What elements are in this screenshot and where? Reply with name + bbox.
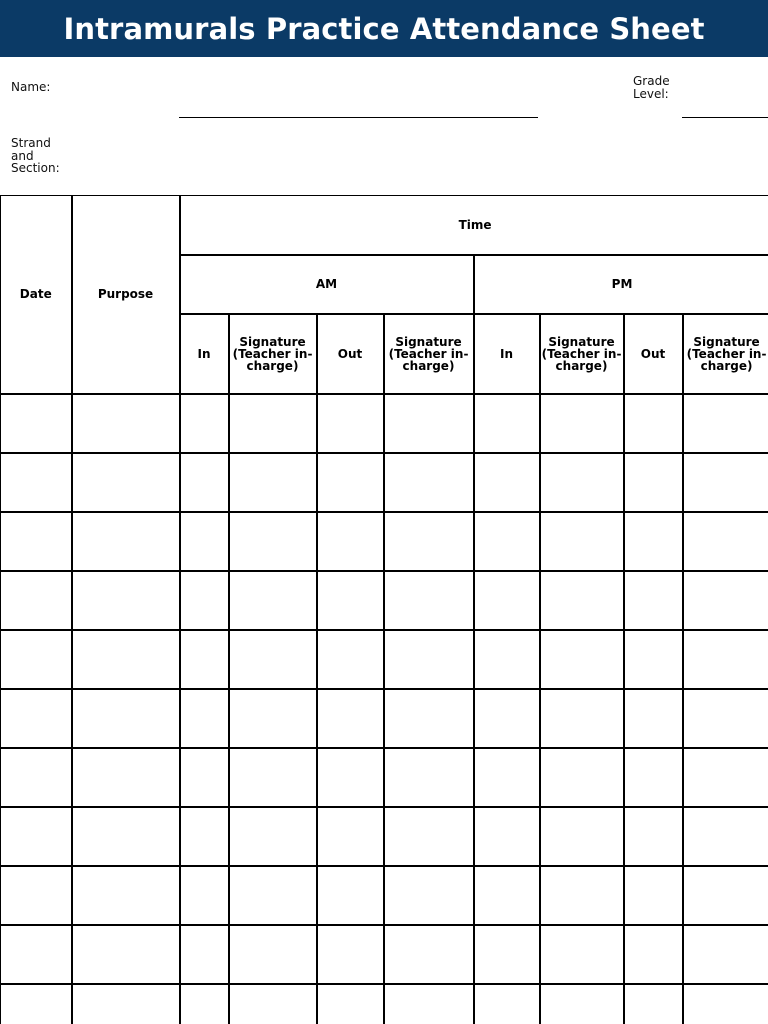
purpose-cell[interactable] bbox=[72, 748, 180, 807]
pm-in-signature-cell[interactable] bbox=[540, 394, 624, 453]
purpose-cell[interactable] bbox=[72, 394, 180, 453]
am-in-cell[interactable] bbox=[180, 984, 229, 1024]
pm-out-signature-cell[interactable] bbox=[683, 748, 768, 807]
pm-in-signature-cell[interactable] bbox=[540, 630, 624, 689]
am-out-cell[interactable] bbox=[317, 571, 384, 630]
pm-out-cell[interactable] bbox=[624, 630, 683, 689]
am-out-cell[interactable] bbox=[317, 453, 384, 512]
date-cell[interactable] bbox=[1, 984, 72, 1024]
am-out-cell[interactable] bbox=[317, 866, 384, 925]
purpose-cell[interactable] bbox=[72, 984, 180, 1024]
am-out-cell[interactable] bbox=[317, 512, 384, 571]
header-row-time bbox=[1, 196, 768, 255]
am-in-signature-cell[interactable] bbox=[229, 748, 317, 807]
grade-level-field[interactable] bbox=[682, 117, 768, 118]
pm-out-cell[interactable] bbox=[624, 866, 683, 925]
grade-level-label bbox=[633, 75, 677, 100]
pm-out-signature-cell[interactable] bbox=[683, 630, 768, 689]
time-header: Time bbox=[180, 196, 768, 255]
pm-in-cell[interactable] bbox=[474, 512, 540, 571]
am-in-cell[interactable] bbox=[180, 689, 229, 748]
pm-out-signature-cell[interactable] bbox=[683, 394, 768, 453]
am-out-header: Out bbox=[317, 314, 384, 394]
pm-out-signature-cell[interactable] bbox=[683, 571, 768, 630]
pm-out-signature-cell[interactable] bbox=[683, 984, 768, 1024]
am-out-signature-cell[interactable] bbox=[384, 571, 474, 630]
table-row bbox=[1, 984, 768, 1024]
am-in-cell[interactable] bbox=[180, 748, 229, 807]
pm-in-cell[interactable] bbox=[474, 866, 540, 925]
pm-in-cell[interactable] bbox=[474, 394, 540, 453]
table-row bbox=[1, 512, 768, 571]
am-out-cell[interactable] bbox=[317, 807, 384, 866]
table-row bbox=[1, 866, 768, 925]
am-out-cell[interactable] bbox=[317, 984, 384, 1024]
table-row bbox=[1, 630, 768, 689]
date-cell[interactable] bbox=[1, 866, 72, 925]
am-out-signature-cell[interactable] bbox=[384, 689, 474, 748]
pm-in-signature-cell[interactable] bbox=[540, 512, 624, 571]
pm-out-cell[interactable] bbox=[624, 925, 683, 984]
pm-out-signature-header: Signature (Teacher in-charge) bbox=[683, 314, 768, 394]
pm-out-cell[interactable] bbox=[624, 512, 683, 571]
am-out-signature-header: Signature (Teacher in-charge) bbox=[384, 314, 474, 394]
am-in-cell[interactable] bbox=[180, 925, 229, 984]
pm-out-cell[interactable] bbox=[624, 807, 683, 866]
am-in-cell[interactable] bbox=[180, 807, 229, 866]
pm-out-cell[interactable] bbox=[624, 453, 683, 512]
am-in-cell[interactable] bbox=[180, 866, 229, 925]
pm-in-cell[interactable] bbox=[474, 748, 540, 807]
am-in-signature-cell[interactable] bbox=[229, 630, 317, 689]
pm-out-signature-cell[interactable] bbox=[683, 689, 768, 748]
am-in-signature-cell[interactable] bbox=[229, 689, 317, 748]
pm-in-cell[interactable] bbox=[474, 453, 540, 512]
pm-in-cell[interactable] bbox=[474, 630, 540, 689]
pm-in-signature-cell[interactable] bbox=[540, 453, 624, 512]
pm-in-signature-cell[interactable] bbox=[540, 748, 624, 807]
pm-in-cell[interactable] bbox=[474, 925, 540, 984]
purpose-cell[interactable] bbox=[72, 689, 180, 748]
name-label: Name: bbox=[11, 80, 51, 94]
pm-in-signature-cell[interactable] bbox=[540, 925, 624, 984]
date-cell[interactable] bbox=[1, 630, 72, 689]
pm-out-cell[interactable] bbox=[624, 571, 683, 630]
table-row bbox=[1, 925, 768, 984]
table-row bbox=[1, 748, 768, 807]
table-row bbox=[1, 807, 768, 866]
am-in-cell[interactable] bbox=[180, 512, 229, 571]
purpose-cell[interactable] bbox=[72, 630, 180, 689]
am-out-signature-cell[interactable] bbox=[384, 453, 474, 512]
pm-out-signature-cell[interactable] bbox=[683, 925, 768, 984]
am-out-signature-cell[interactable] bbox=[384, 984, 474, 1024]
am-in-cell[interactable] bbox=[180, 630, 229, 689]
strand-section-label-text: Strand and Section: bbox=[11, 136, 60, 175]
pm-header: PM bbox=[474, 255, 768, 314]
am-out-signature-cell[interactable] bbox=[384, 807, 474, 866]
date-cell[interactable] bbox=[1, 689, 72, 748]
date-header: Date bbox=[1, 196, 72, 394]
attendance-table bbox=[0, 195, 768, 1024]
am-in-signature-cell[interactable] bbox=[229, 571, 317, 630]
pm-in-cell[interactable] bbox=[474, 571, 540, 630]
pm-out-cell[interactable] bbox=[624, 984, 683, 1024]
pm-in-cell[interactable] bbox=[474, 807, 540, 866]
table-row bbox=[1, 453, 768, 512]
table-row bbox=[1, 394, 768, 453]
purpose-cell[interactable] bbox=[72, 512, 180, 571]
pm-out-signature-cell[interactable] bbox=[683, 512, 768, 571]
date-cell[interactable] bbox=[1, 512, 72, 571]
purpose-cell[interactable] bbox=[72, 925, 180, 984]
am-in-signature-cell[interactable] bbox=[229, 394, 317, 453]
name-field[interactable] bbox=[179, 117, 538, 118]
date-cell[interactable] bbox=[1, 571, 72, 630]
purpose-cell[interactable] bbox=[72, 571, 180, 630]
am-in-signature-header: Signature (Teacher in-charge) bbox=[229, 314, 317, 394]
purpose-header: Purpose bbox=[72, 196, 180, 394]
am-in-signature-cell[interactable] bbox=[229, 807, 317, 866]
purpose-cell[interactable] bbox=[72, 866, 180, 925]
purpose-cell[interactable] bbox=[72, 453, 180, 512]
page-title: Intramurals Practice Attendance Sheet bbox=[63, 11, 705, 46]
am-in-header: In bbox=[180, 314, 229, 394]
attendance-rows bbox=[1, 394, 768, 1024]
strand-section-label bbox=[11, 137, 63, 175]
am-in-cell[interactable] bbox=[180, 453, 229, 512]
pm-out-cell[interactable] bbox=[624, 689, 683, 748]
am-out-cell[interactable] bbox=[317, 748, 384, 807]
pm-in-signature-header: Signature (Teacher in-charge) bbox=[540, 314, 624, 394]
table-row bbox=[1, 571, 768, 630]
date-cell[interactable] bbox=[1, 925, 72, 984]
pm-in-cell[interactable] bbox=[474, 689, 540, 748]
am-in-signature-cell[interactable] bbox=[229, 512, 317, 571]
date-cell[interactable] bbox=[1, 748, 72, 807]
pm-in-header: In bbox=[474, 314, 540, 394]
pm-out-cell[interactable] bbox=[624, 394, 683, 453]
am-out-signature-cell[interactable] bbox=[384, 394, 474, 453]
pm-in-signature-cell[interactable] bbox=[540, 689, 624, 748]
pm-out-cell[interactable] bbox=[624, 748, 683, 807]
am-out-signature-cell[interactable] bbox=[384, 512, 474, 571]
date-cell[interactable] bbox=[1, 394, 72, 453]
pm-out-signature-cell[interactable] bbox=[683, 866, 768, 925]
am-in-signature-cell[interactable] bbox=[229, 984, 317, 1024]
am-out-cell[interactable] bbox=[317, 394, 384, 453]
pm-in-signature-cell[interactable] bbox=[540, 571, 624, 630]
grade-level-label-text: Grade Level: bbox=[633, 74, 670, 101]
pm-in-signature-cell[interactable] bbox=[540, 807, 624, 866]
pm-out-signature-cell[interactable] bbox=[683, 453, 768, 512]
am-out-signature-cell[interactable] bbox=[384, 748, 474, 807]
pm-in-cell[interactable] bbox=[474, 984, 540, 1024]
purpose-cell[interactable] bbox=[72, 807, 180, 866]
am-out-cell[interactable] bbox=[317, 925, 384, 984]
am-out-signature-cell[interactable] bbox=[384, 630, 474, 689]
am-header: AM bbox=[180, 255, 474, 314]
pm-out-header: Out bbox=[624, 314, 683, 394]
am-out-cell[interactable] bbox=[317, 689, 384, 748]
pm-out-signature-cell[interactable] bbox=[683, 807, 768, 866]
pm-in-signature-cell[interactable] bbox=[540, 866, 624, 925]
date-cell[interactable] bbox=[1, 807, 72, 866]
date-cell[interactable] bbox=[1, 453, 72, 512]
am-in-cell[interactable] bbox=[180, 571, 229, 630]
am-out-signature-cell[interactable] bbox=[384, 925, 474, 984]
title-banner bbox=[0, 0, 768, 57]
table-row bbox=[1, 689, 768, 748]
pm-in-signature-cell[interactable] bbox=[540, 984, 624, 1024]
am-in-cell[interactable] bbox=[180, 394, 229, 453]
am-out-signature-cell[interactable] bbox=[384, 866, 474, 925]
am-in-signature-cell[interactable] bbox=[229, 866, 317, 925]
am-out-cell[interactable] bbox=[317, 630, 384, 689]
am-in-signature-cell[interactable] bbox=[229, 925, 317, 984]
am-in-signature-cell[interactable] bbox=[229, 453, 317, 512]
